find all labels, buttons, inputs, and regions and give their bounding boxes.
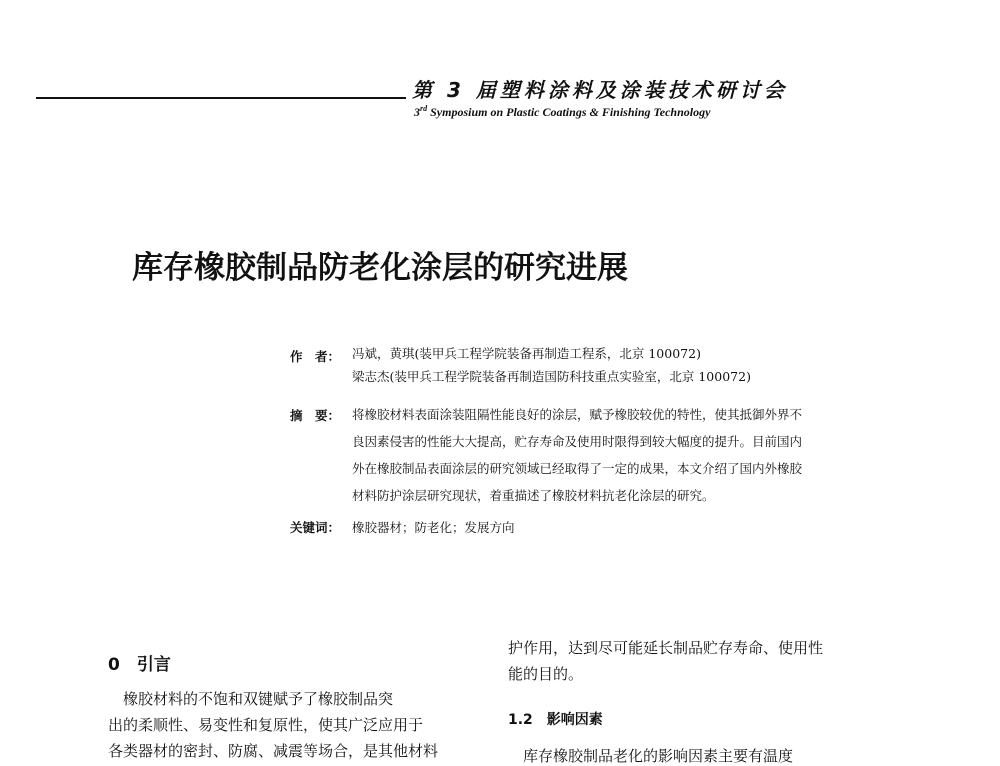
keywords: 橡胶器材；防老化；发展方向 xyxy=(352,520,515,535)
authors-line-1: 冯斌，黄琪(装甲兵工程学院装备再制造工程系，北京 100072) xyxy=(352,346,701,361)
conference-title-cn: 第 3 届塑料涂料及涂装技术研讨会 xyxy=(412,78,788,102)
subsection-1-2-title: 1.2 影响因素 xyxy=(508,712,603,728)
abstract-label: 摘 要： xyxy=(290,408,341,423)
paper-title: 库存橡胶制品防老化涂层的研究进展 xyxy=(132,250,628,286)
keywords-label: 关键词： xyxy=(290,520,341,535)
abstract-line: 材料防护涂层研究现状，着重描述了橡胶材料抗老化涂层的研究。 xyxy=(352,488,715,503)
section-0-title: 0 引言 xyxy=(108,655,171,675)
conference-title-en-ordinal: rd xyxy=(420,104,428,113)
abstract-line: 良因素侵害的性能大大提高，贮存寿命及使用时限得到较大幅度的提升。目前国内 xyxy=(352,434,803,449)
body-line: 库存橡胶制品老化的影响因素主要有温度 xyxy=(508,747,794,765)
conference-title-en xyxy=(414,104,710,120)
body-line: 各类器材的密封、防腐、减震等场合，是其他材料 xyxy=(108,742,439,760)
conference-title-en-number: 3 xyxy=(414,105,420,119)
abstract-line: 将橡胶材料表面涂装阻隔性能良好的涂层，赋予橡胶较优的特性，使其抵御外界不 xyxy=(352,407,803,422)
author-label: 作 者： xyxy=(290,349,341,364)
body-line: 能的目的。 xyxy=(508,665,584,683)
authors-line-2: 梁志杰(装甲兵工程学院装备再制造国防科技重点实验室，北京 100072) xyxy=(352,369,751,384)
body-line: 护作用，达到尽可能延长制品贮存寿命、使用性 xyxy=(508,639,824,657)
conference-title-en-text: Symposium on Plastic Coatings & Finishing Technology xyxy=(427,105,711,119)
body-line: 出的柔顺性、易变性和复原性，使其广泛应用于 xyxy=(108,716,424,734)
abstract-line: 外在橡胶制品表面涂层的研究领域已经取得了一定的成果，本文介绍了国内外橡胶 xyxy=(352,461,803,476)
body-line: 橡胶材料的不饱和双键赋予了橡胶制品突 xyxy=(108,690,394,708)
header-rule xyxy=(36,97,406,99)
